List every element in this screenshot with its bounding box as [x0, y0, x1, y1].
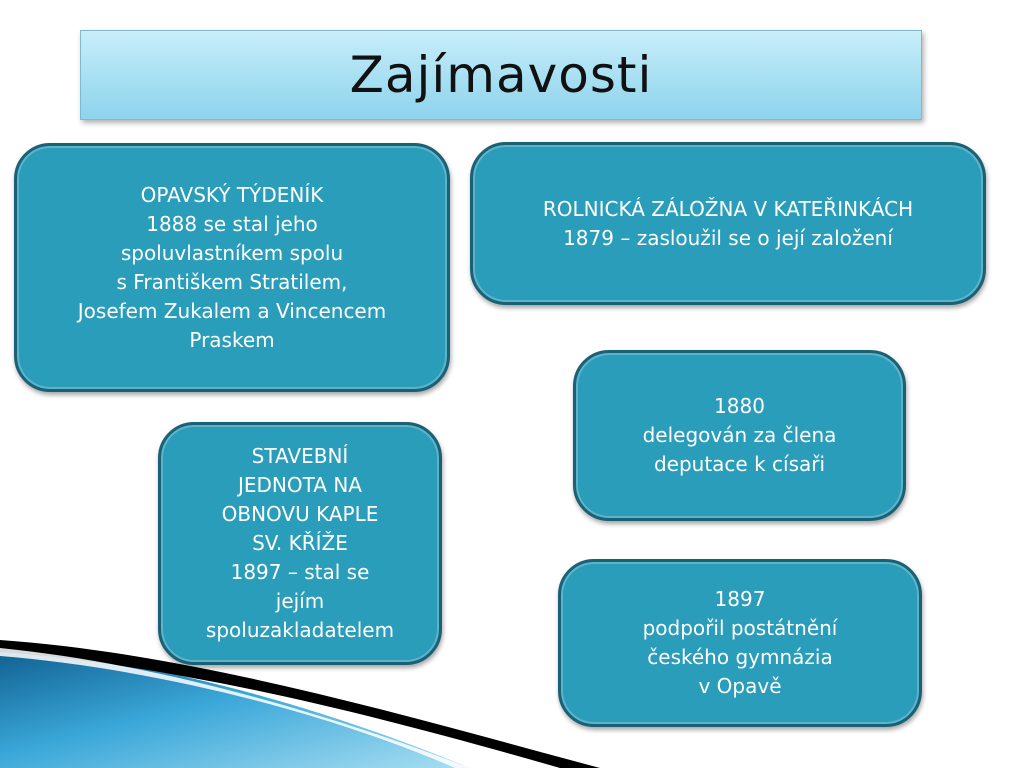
card-line: delegován za člena: [642, 423, 837, 447]
card-line: Josefem Zukalem a Vincencem: [77, 298, 387, 323]
card-line: jejím: [275, 589, 325, 613]
card-line: podpořil postátnění: [642, 616, 838, 640]
card-deputace-1880: [573, 350, 906, 521]
card-line: 1879 – zasloužil se o její založení: [563, 225, 893, 250]
card-line: 1897 – stal se: [230, 560, 370, 584]
card-line: 1888 se stal jeho: [146, 211, 318, 236]
card-heading: SV. KŘÍŽE: [252, 531, 348, 555]
slide-title: Zajímavosti: [349, 46, 653, 104]
card-stavebni-jednota: [158, 422, 442, 665]
card-heading: ROLNICKÁ ZÁLOŽNA V KATEŘINKÁCH: [542, 196, 914, 221]
card-heading: JEDNOTA NA: [238, 473, 362, 497]
card-line: s Františkem Stratilem,: [116, 269, 348, 294]
title-bar: [80, 30, 922, 120]
card-year: 1897: [714, 587, 766, 611]
decorative-swoosh: [0, 640, 620, 768]
card-heading: OBNOVU KAPLE: [221, 502, 379, 526]
card-rolnicka-zalozna: [470, 142, 986, 305]
card-opavsky-tydenik: [14, 143, 450, 392]
card-year: 1880: [714, 394, 765, 418]
card-line: v Opavě: [698, 674, 782, 698]
card-heading: OPAVSKÝ TÝDENÍK: [140, 182, 324, 207]
card-line: českého gymnázia: [647, 645, 833, 669]
card-line: spoluzakladatelem: [205, 618, 395, 642]
card-heading: STAVEBNÍ: [251, 444, 349, 468]
card-line: deputace k císaři: [653, 452, 826, 476]
card-line: Praskem: [189, 327, 275, 352]
card-line: spoluvlastníkem spolu: [120, 240, 344, 265]
